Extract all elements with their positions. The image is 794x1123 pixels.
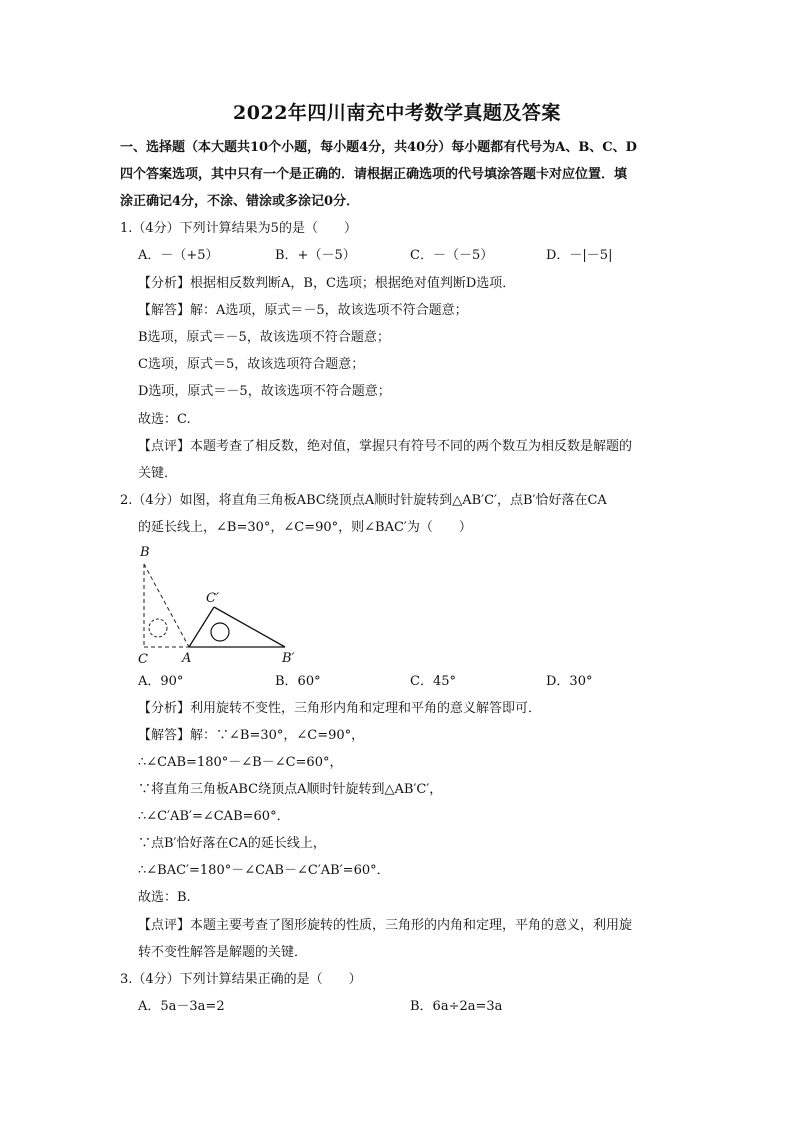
q2-option-d: D．30° <box>546 674 593 689</box>
q1-option-b: B．+（－5） <box>275 248 356 263</box>
q1-analysis: 【分析】根据相反数判断A，B，C选项；根据绝对值判断D选项． <box>138 276 516 291</box>
q1-option-a: A．－（+5） <box>138 248 219 263</box>
q2-solution-line: ∵将直角三角板ABC绕顶点A顺时针旋转到△AB′C′， <box>138 782 443 797</box>
section-intro-line-2: 四个答案选项，其中只有一个是正确的．请根据正确选项的代号填涂答题卡对应位置．填 <box>120 167 628 182</box>
q2-solution-line: ∵点B′恰好落在CA的延长线上， <box>138 836 326 851</box>
segment-ba <box>144 564 189 647</box>
solid-hole <box>211 623 229 641</box>
q1-solution-line: 【解答】解：A选项，原式＝－5，故该选项不符合题意； <box>138 303 468 318</box>
q1-option-d: D．－|－5| <box>546 248 613 263</box>
q3-option-a: A．5a－3a=2 <box>138 999 225 1014</box>
q2-analysis: 【分析】利用旋转不变性，三角形内角和定理和平角的意义解答即可． <box>138 701 542 716</box>
q2-solution-line: ∴∠CAB=180°－∠B－∠C=60°， <box>138 755 343 770</box>
q2-stem-line-1: 2.（4分）如图，将直角三角板ABC绕顶点A顺时针旋转到△AB′C′，点B′恰好落在CA <box>120 493 607 508</box>
section-intro-line-3: 涂正确记4分，不涂、错涂或多涂记0分． <box>120 194 360 209</box>
q2-solution-line: ∴∠C′AB′=∠CAB=60°． <box>138 809 290 824</box>
segment-c-prime-b-prime <box>214 607 285 647</box>
q1-comment-line-1: 【点评】本题考查了相反数，绝对值，掌握只有符号不同的两个数互为相反数是解题的 <box>138 439 633 454</box>
q2-solution-line: 【解答】解：∵∠B=30°，∠C=90°， <box>138 728 365 743</box>
q1-stem: 1.（4分）下列计算结果为5的是（ ） <box>120 221 357 236</box>
q2-option-a: A．90° <box>138 674 184 689</box>
q1-solution-line: C选项，原式＝5，故该选项符合题意； <box>138 357 365 372</box>
q1-solution-line: B选项，原式＝－5，故该选项不符合题意； <box>138 330 390 345</box>
q1-comment-line-2: 关键． <box>138 466 178 481</box>
q2-stem-line-2: 的延长线上，∠B=30°，∠C=90°，则∠BAC′为（ ） <box>138 520 472 535</box>
q2-comment-line-2: 转不变性解答是解题的关键． <box>138 945 308 960</box>
q2-solution-line: ∴∠BAC′=180°－∠CAB－∠C′AB′=60°． <box>138 863 390 878</box>
label-b: B <box>140 545 150 560</box>
page-title: 2022年四川南充中考数学真题及答案 <box>233 102 561 124</box>
q1-solution-line: D选项，原式＝－5，故该选项不符合题意； <box>138 384 391 399</box>
segment-ac-prime <box>189 607 214 647</box>
q2-triangle-figure <box>130 540 310 670</box>
q2-option-b: B．60° <box>275 674 321 689</box>
q2-comment-line-1: 【点评】本题主要考查了图形旋转的性质，三角形的内角和定理，平角的意义，利用旋 <box>138 918 633 933</box>
q3-stem: 3.（4分）下列计算结果正确的是（ ） <box>120 972 362 987</box>
q1-option-c: C．－（－5） <box>410 248 494 263</box>
q3-option-b: B．6a÷2a=3a <box>410 999 503 1014</box>
label-c: C <box>138 652 148 667</box>
q2-solution-line: 故选：B. <box>138 890 191 905</box>
q1-solution-line: 故选：C. <box>138 412 191 427</box>
label-a: A <box>182 651 192 666</box>
q2-option-c: C．45° <box>410 674 456 689</box>
section-intro-line-1: 一、选择题（本大题共10个小题，每小题4分，共40分）每小题都有代号为A、B、C、D <box>120 140 637 155</box>
dashed-hole <box>149 619 167 637</box>
label-c-prime: C′ <box>206 591 219 606</box>
label-b-prime: B′ <box>282 651 295 666</box>
